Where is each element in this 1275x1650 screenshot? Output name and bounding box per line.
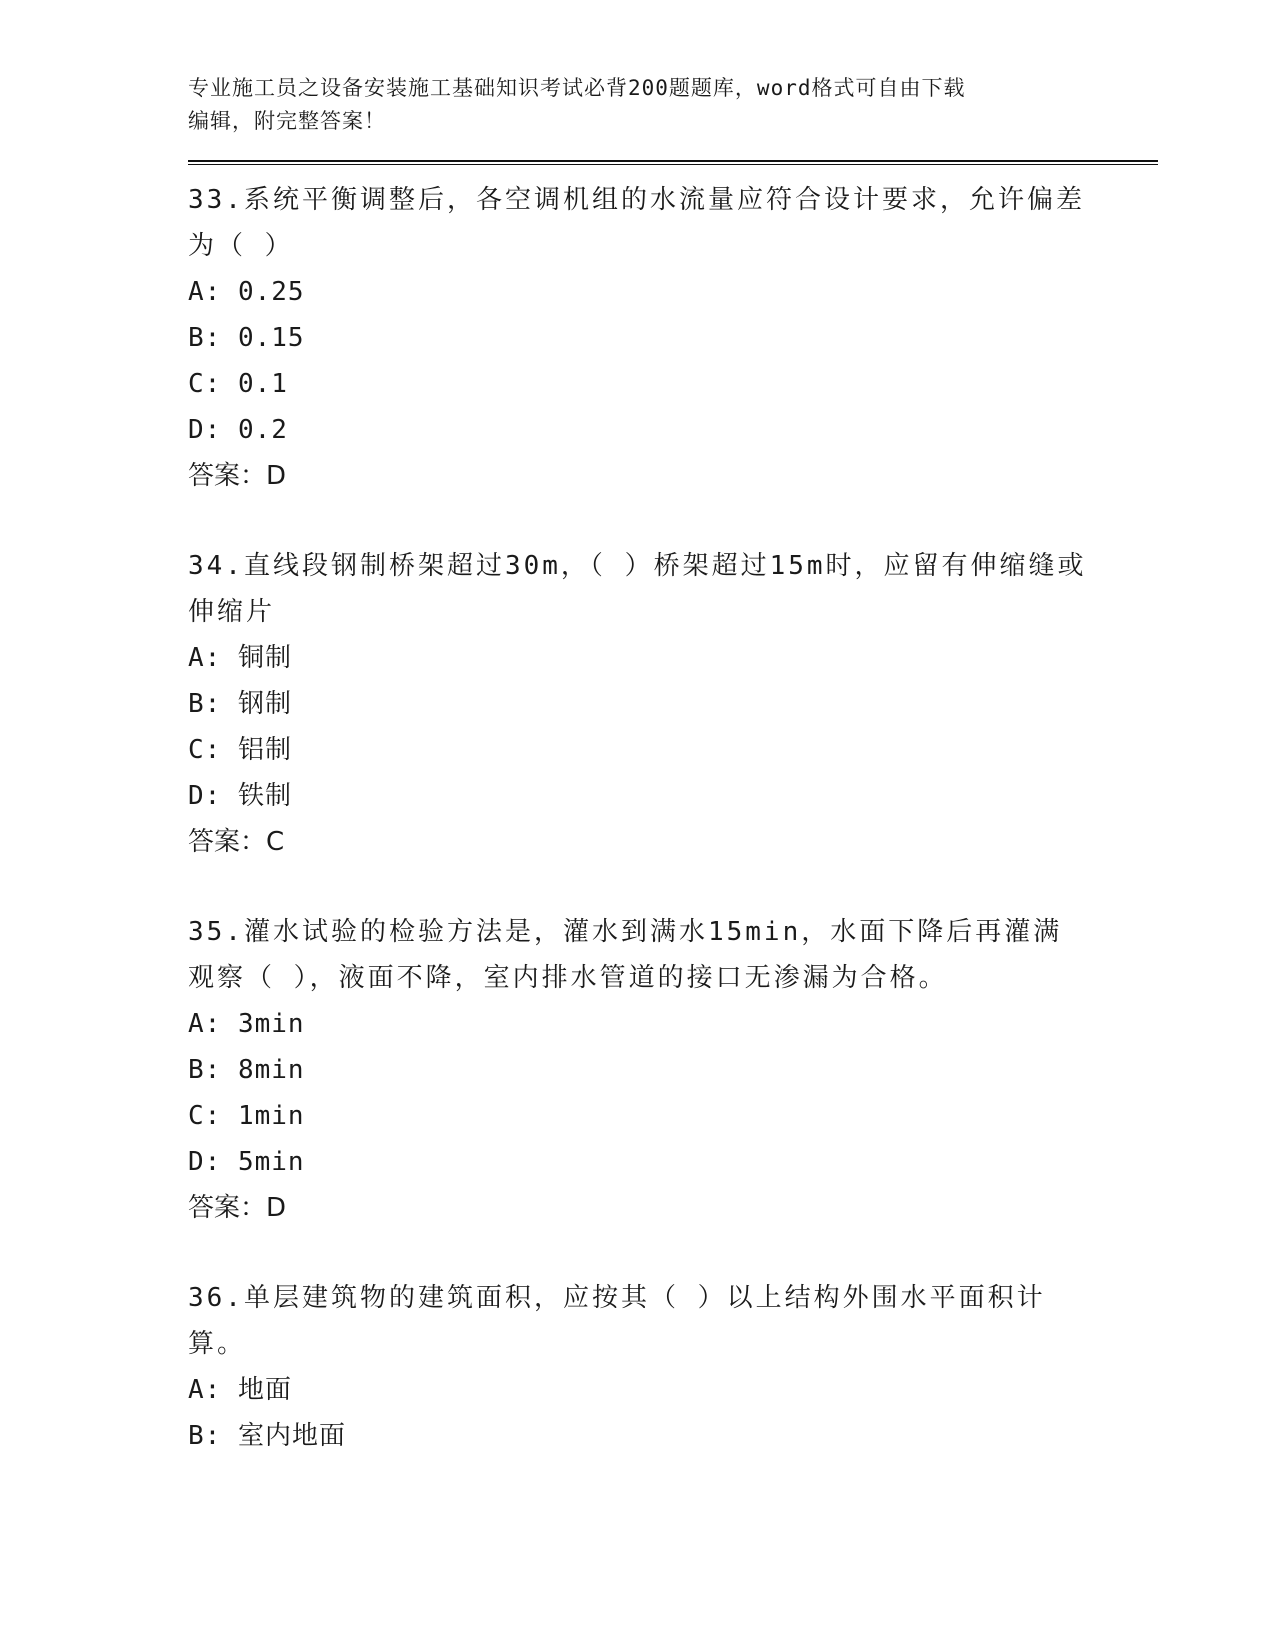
- option-d: D: 0.2: [188, 415, 288, 445]
- question-35: [188, 909, 1158, 1231]
- answer: 答案：D: [188, 461, 287, 491]
- option-a: A: 地面: [188, 1375, 292, 1405]
- option-b: B: 室内地面: [188, 1421, 346, 1451]
- option-d: D: 铁制: [188, 781, 292, 811]
- option-a: A: 铜制: [188, 643, 292, 673]
- question-text: 35.灌水试验的检验方法是，灌水到满水15min，水面下降后再灌满观察（ ），液面不降，室内排水管道的接口无渗漏为合格。: [188, 917, 1063, 993]
- option-a: A: 0.25: [188, 277, 305, 307]
- answer: 答案：C: [188, 827, 285, 857]
- header-line-2: 编辑，附完整答案！: [188, 109, 386, 133]
- document-header: [188, 72, 1058, 138]
- option-d: D: 5min: [188, 1147, 305, 1177]
- header-line-1: 专业施工员之设备安装施工基础知识考试必背200题题库，word格式可自由下载: [188, 76, 966, 100]
- option-c: C: 铝制: [188, 735, 292, 765]
- document-page: [188, 72, 1158, 1503]
- question-36: [188, 1275, 1158, 1459]
- question-text: 34.直线段钢制桥架超过30m，（ ）桥架超过15m时，应留有伸缩缝或伸缩片: [188, 551, 1087, 627]
- question-33: [188, 177, 1158, 499]
- question-text: 36.单层建筑物的建筑面积，应按其（ ）以上结构外围水平面积计算。: [188, 1283, 1046, 1359]
- option-b: B: 8min: [188, 1055, 305, 1085]
- question-list: [188, 177, 1158, 1459]
- option-b: B: 0.15: [188, 323, 305, 353]
- option-c: C: 0.1: [188, 369, 288, 399]
- option-c: C: 1min: [188, 1101, 305, 1131]
- option-a: A: 3min: [188, 1009, 305, 1039]
- option-b: B: 钢制: [188, 689, 292, 719]
- answer: 答案：D: [188, 1193, 287, 1223]
- header-divider: [188, 160, 1158, 165]
- question-34: [188, 543, 1158, 865]
- question-text: 33.系统平衡调整后，各空调机组的水流量应符合设计要求，允许偏差为（ ）: [188, 185, 1085, 261]
